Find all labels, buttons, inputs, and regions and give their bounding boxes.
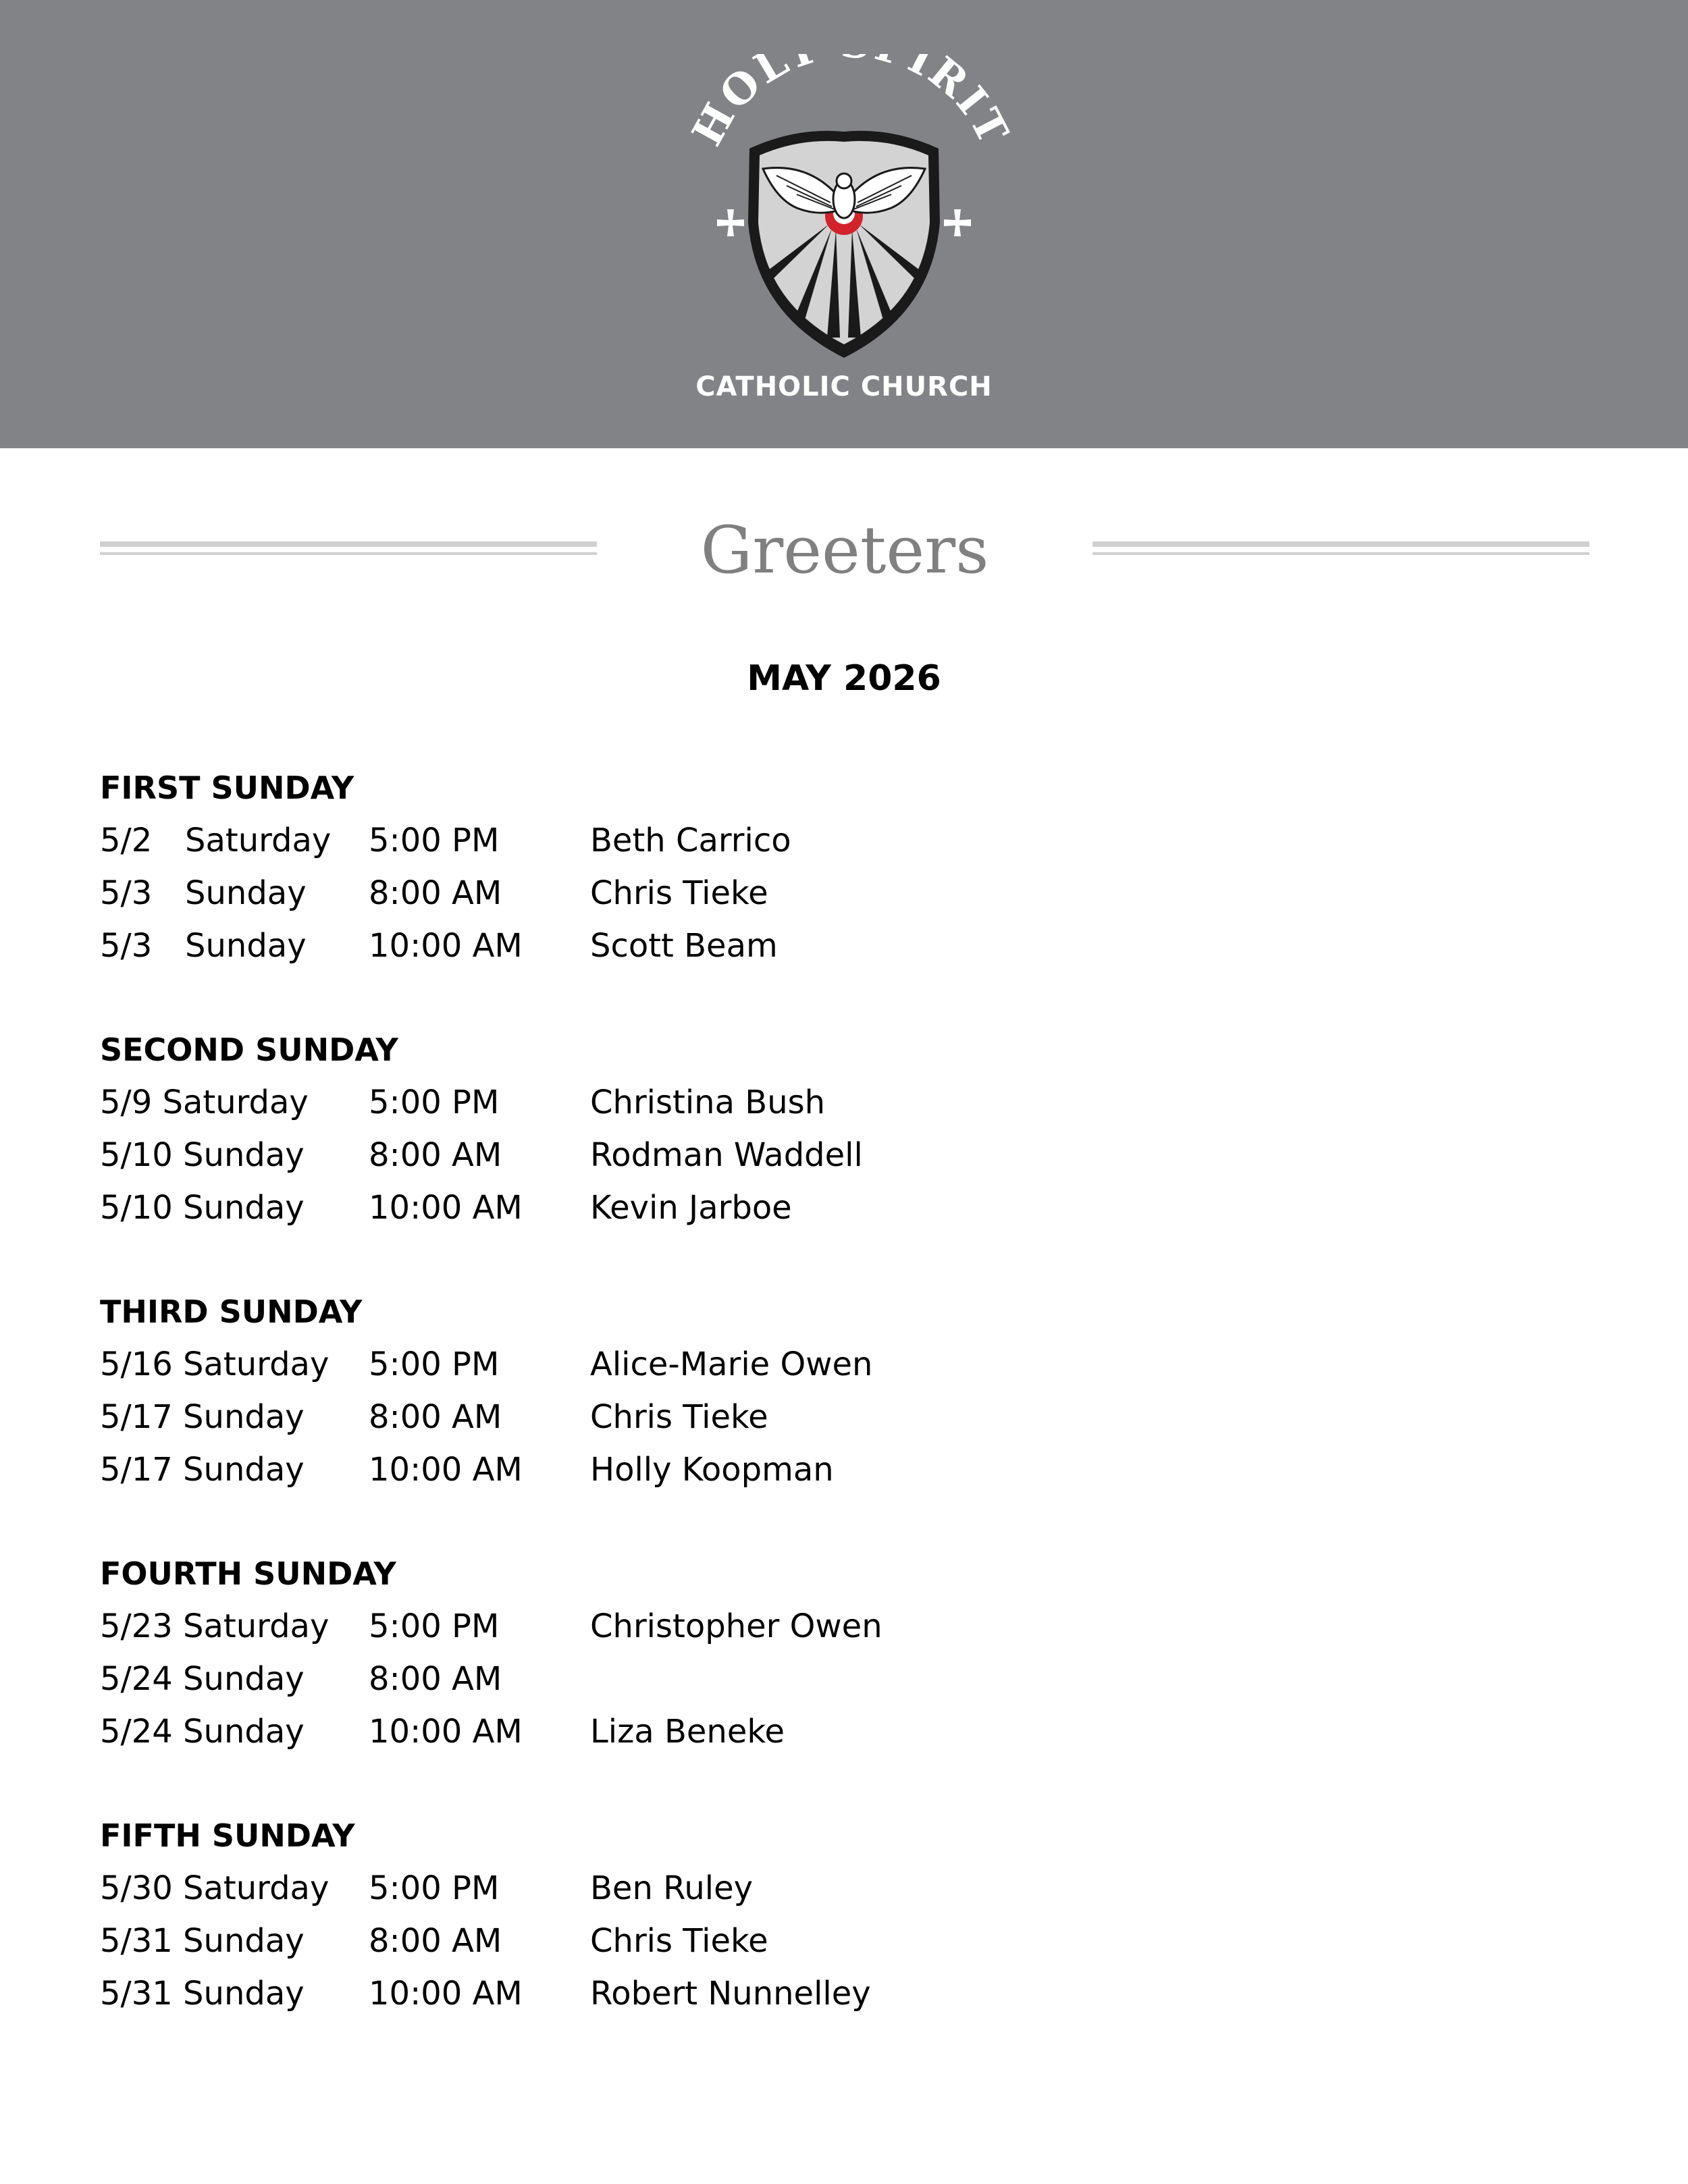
day-cell: Saturday — [185, 822, 332, 859]
greeter-name-cell: Chris Tieke — [590, 874, 768, 912]
schedule-section — [100, 1809, 1248, 2071]
title-row — [100, 513, 1589, 587]
logo-top-text: HOL IRI — [682, 54, 999, 154]
date-day-cell: 5/31 Sunday — [100, 1975, 305, 2013]
day-cell: Sunday — [185, 874, 307, 912]
schedule-row — [100, 814, 1248, 867]
schedule-row — [100, 1967, 1248, 2020]
date-day-cell: 5/10 Sunday — [100, 1136, 305, 1174]
time-cell: 8:00 AM — [369, 874, 502, 912]
greeter-name-cell: Beth Carrico — [590, 822, 791, 859]
time-cell: 10:00 AM — [369, 1975, 523, 2013]
schedule-row — [100, 1600, 1248, 1653]
schedule-row — [100, 867, 1248, 920]
time-cell: 5:00 PM — [369, 1346, 500, 1383]
title-rule-right — [1092, 541, 1589, 556]
date-day-cell: 5/17 Sunday — [100, 1398, 305, 1436]
section-heading: SECOND SUNDAY — [100, 1032, 398, 1068]
schedule-row — [100, 1076, 1248, 1129]
time-cell: 10:00 AM — [369, 1451, 523, 1489]
date-day-cell: 5/24 Sunday — [100, 1713, 305, 1751]
time-cell: 5:00 PM — [369, 1869, 500, 1907]
time-cell: 5:00 PM — [369, 822, 500, 859]
greeter-name-cell: Liza Beneke — [590, 1713, 785, 1751]
time-cell: 10:00 AM — [369, 1713, 523, 1751]
schedule-row — [100, 1129, 1248, 1181]
schedule-row — [100, 1915, 1248, 1967]
header-banner — [0, 0, 1688, 448]
greeter-name-cell: Rodman Waddell — [590, 1136, 863, 1174]
greeter-name-cell: Scott Beam — [590, 927, 778, 965]
time-cell: 8:00 AM — [369, 1922, 502, 1960]
time-cell: 8:00 AM — [369, 1136, 502, 1174]
dove-shield-icon — [675, 54, 1013, 371]
month-heading: MAY 2026 — [747, 658, 941, 699]
day-cell: Sunday — [185, 927, 307, 965]
time-cell: 8:00 AM — [369, 1398, 502, 1436]
greeter-name-cell: Robert Nunnelley — [590, 1975, 871, 2013]
time-cell: 5:00 PM — [369, 1084, 500, 1121]
schedule-row — [100, 1653, 1248, 1705]
date-cell: 5/2 — [100, 822, 153, 859]
greeter-name-cell: Ben Ruley — [590, 1869, 754, 1907]
time-cell: 10:00 AM — [369, 927, 523, 965]
date-cell: 5/3 — [100, 874, 153, 912]
schedule-row — [100, 1705, 1248, 1758]
greeter-name-cell: Chris Tieke — [590, 1398, 768, 1436]
time-cell: 5:00 PM — [369, 1607, 500, 1645]
greeter-name-cell: Kevin Jarboe — [590, 1189, 792, 1227]
schedule-section — [100, 762, 1248, 1023]
greeter-name-cell: Christina Bush — [590, 1084, 826, 1121]
schedule-row — [100, 1181, 1248, 1234]
date-day-cell: 5/17 Sunday — [100, 1451, 305, 1489]
schedule-section — [100, 1285, 1248, 1547]
section-heading: FIFTH SUNDAY — [100, 1817, 355, 1854]
greeter-name-cell: Holly Koopman — [590, 1451, 834, 1489]
schedule-row — [100, 1443, 1248, 1496]
date-day-cell: 5/16 Saturday — [100, 1346, 329, 1383]
schedule-section — [100, 1023, 1248, 1285]
section-heading: FIRST SUNDAY — [100, 770, 354, 806]
date-day-cell: 5/31 Sunday — [100, 1922, 305, 1960]
date-day-cell: 5/30 Saturday — [100, 1869, 329, 1907]
greeter-schedule — [100, 762, 1248, 2071]
date-day-cell: 5/10 Sunday — [100, 1189, 305, 1227]
schedule-row — [100, 1391, 1248, 1443]
greeter-name-cell: Christopher Owen — [590, 1607, 882, 1645]
date-day-cell: 5/24 Sunday — [100, 1660, 305, 1698]
church-logo — [675, 54, 1013, 419]
section-heading: THIRD SUNDAY — [100, 1294, 363, 1330]
schedule-section — [100, 1547, 1248, 1809]
date-day-cell: 5/9 Saturday — [100, 1084, 309, 1121]
schedule-row — [100, 920, 1248, 972]
page-title: Greeters — [700, 512, 989, 588]
schedule-row — [100, 1338, 1248, 1391]
schedule-row — [100, 1862, 1248, 1915]
date-day-cell: 5/23 Saturday — [100, 1607, 329, 1645]
logo-bottom-text: CATHOLIC CHURCH — [695, 371, 993, 402]
section-heading: FOURTH SUNDAY — [100, 1555, 396, 1592]
greeter-name-cell: Alice-Marie Owen — [590, 1346, 873, 1383]
greeter-name-cell: Chris Tieke — [590, 1922, 768, 1960]
time-cell: 10:00 AM — [369, 1189, 523, 1227]
time-cell: 8:00 AM — [369, 1660, 502, 1698]
date-cell: 5/3 — [100, 927, 153, 965]
